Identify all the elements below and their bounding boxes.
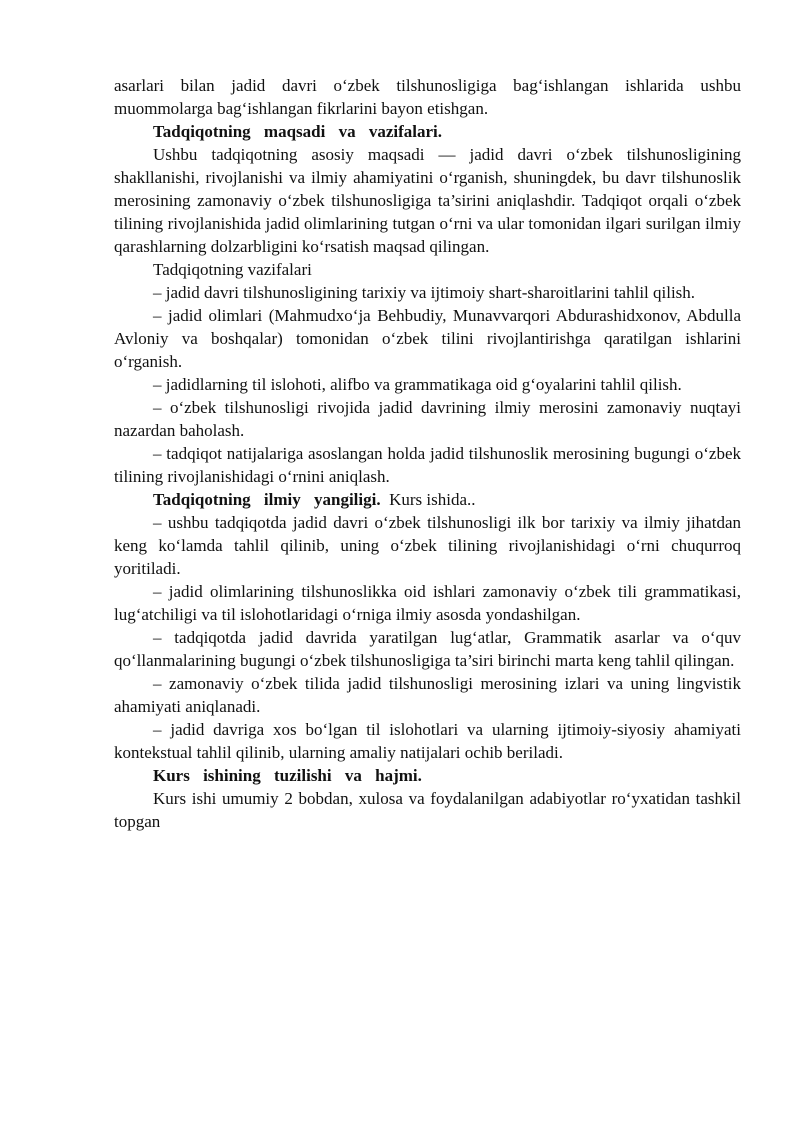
- list-item-task: – o‘zbek tilshunosligi rivojida jadid davrining ilmiy merosini zamonaviy nuqtayi nazardan baholash.: [114, 398, 741, 440]
- list-item-novelty: – ushbu tadqiqotda jadid davri o‘zbek tilshunosligi ilk bor tarixiy va ilmiy jihatdan keng ko‘lamda tahlil qilinib, uning o‘zbek tilining rivojlanishidagi o‘rni chuqurroq yoritiladi.: [114, 513, 741, 578]
- section-heading-goals: Tadqiqotning maqsadi va vazifalari.: [153, 122, 442, 141]
- list-item-task: – jadid olimlari (Mahmudxo‘ja Behbudiy, Munavvarqori Abdurashidxonov, Abdulla Avloniy va boshqalar) tomonidan o‘zbek tilini rivojlantirishga qaratilgan ishlarini o‘rganish.: [114, 306, 741, 371]
- novelty-heading-text: Tadqiqotning ilmiy yangiligi.: [153, 490, 381, 509]
- list-item-novelty: – jadid davriga xos bo‘lgan til islohotlari va ularning ijtimoiy-siyosiy ahamiyati kontekstual tahlil qilinib, ularning amaliy natijalari ochib beriladi.: [114, 720, 741, 762]
- document-page: [114, 74, 741, 833]
- section-heading-structure: Kurs ishining tuzilishi va hajmi.: [153, 766, 422, 785]
- paragraph-structure: Kurs ishi umumiy 2 bobdan, xulosa va foydalanilgan adabiyotlar ro‘yxatidan tashkil topgan: [114, 789, 741, 831]
- list-item-task: – tadqiqot natijalariga asoslangan holda jadid tilshunoslik merosining bugungi o‘zbek tilining rivojlanishidagi o‘rnini aniqlash.: [114, 444, 741, 486]
- novelty-lead-text: Kurs ishida..: [389, 490, 476, 509]
- list-item-novelty: – jadid olimlarining tilshunoslikka oid ishlari zamonaviy o‘zbek tili grammatikasi, lug‘atchiligi va til islohotlaridagi o‘rniga ilmiy asosda yondashilgan.: [114, 582, 741, 624]
- paragraph-continuation: asarlari bilan jadid davri o‘zbek tilshunosligiga bag‘ishlangan ishlarida ushbu muommolarga bag‘ishlangan fikrlarini bayon etishgan.: [114, 76, 741, 118]
- list-item-task: – jadid davri tilshunosligining tarixiy va ijtimoiy shart-sharoitlarini tahlil qilish.: [153, 283, 696, 302]
- paragraph-goal: Ushbu tadqiqotning asosiy maqsadi — jadid davri o‘zbek tilshunosligining shakllanishi, rivojlanishi va ilmiy ahamiyatini o‘rganish, shuningdek, bu davr tilshunoslik merosining zamonaviy o‘zbek tilshunosligiga ta’sirini aniqlashdir. Tadqiqot orqali o‘zbek tilining rivojlanishida jadid olimlarining tutgan o‘rni va ular tomonidan ilgari surilgan ilmiy qarashlarning dolzarbligini ko‘rsatish maqsad qilingan.: [114, 145, 741, 256]
- paragraph-tasks-label: Tadqiqotning vazifalari: [153, 260, 312, 279]
- list-item-novelty: – zamonaviy o‘zbek tilida jadid tilshunosligi merosining izlari va uning lingvistik ahamiyati aniqlanadi.: [114, 674, 741, 716]
- list-item-task: – jadidlarning til islohoti, alifbo va grammatikaga oid g‘oyalarini tahlil qilish.: [153, 375, 682, 394]
- section-heading-novelty: [114, 488, 741, 511]
- list-item-novelty: – tadqiqotda jadid davrida yaratilgan lug‘atlar, Grammatik asarlar va o‘quv qo‘llanmalarining bugungi o‘zbek tilshunosligiga ta’siri birinchi marta keng tahlil qilingan.: [114, 628, 741, 670]
